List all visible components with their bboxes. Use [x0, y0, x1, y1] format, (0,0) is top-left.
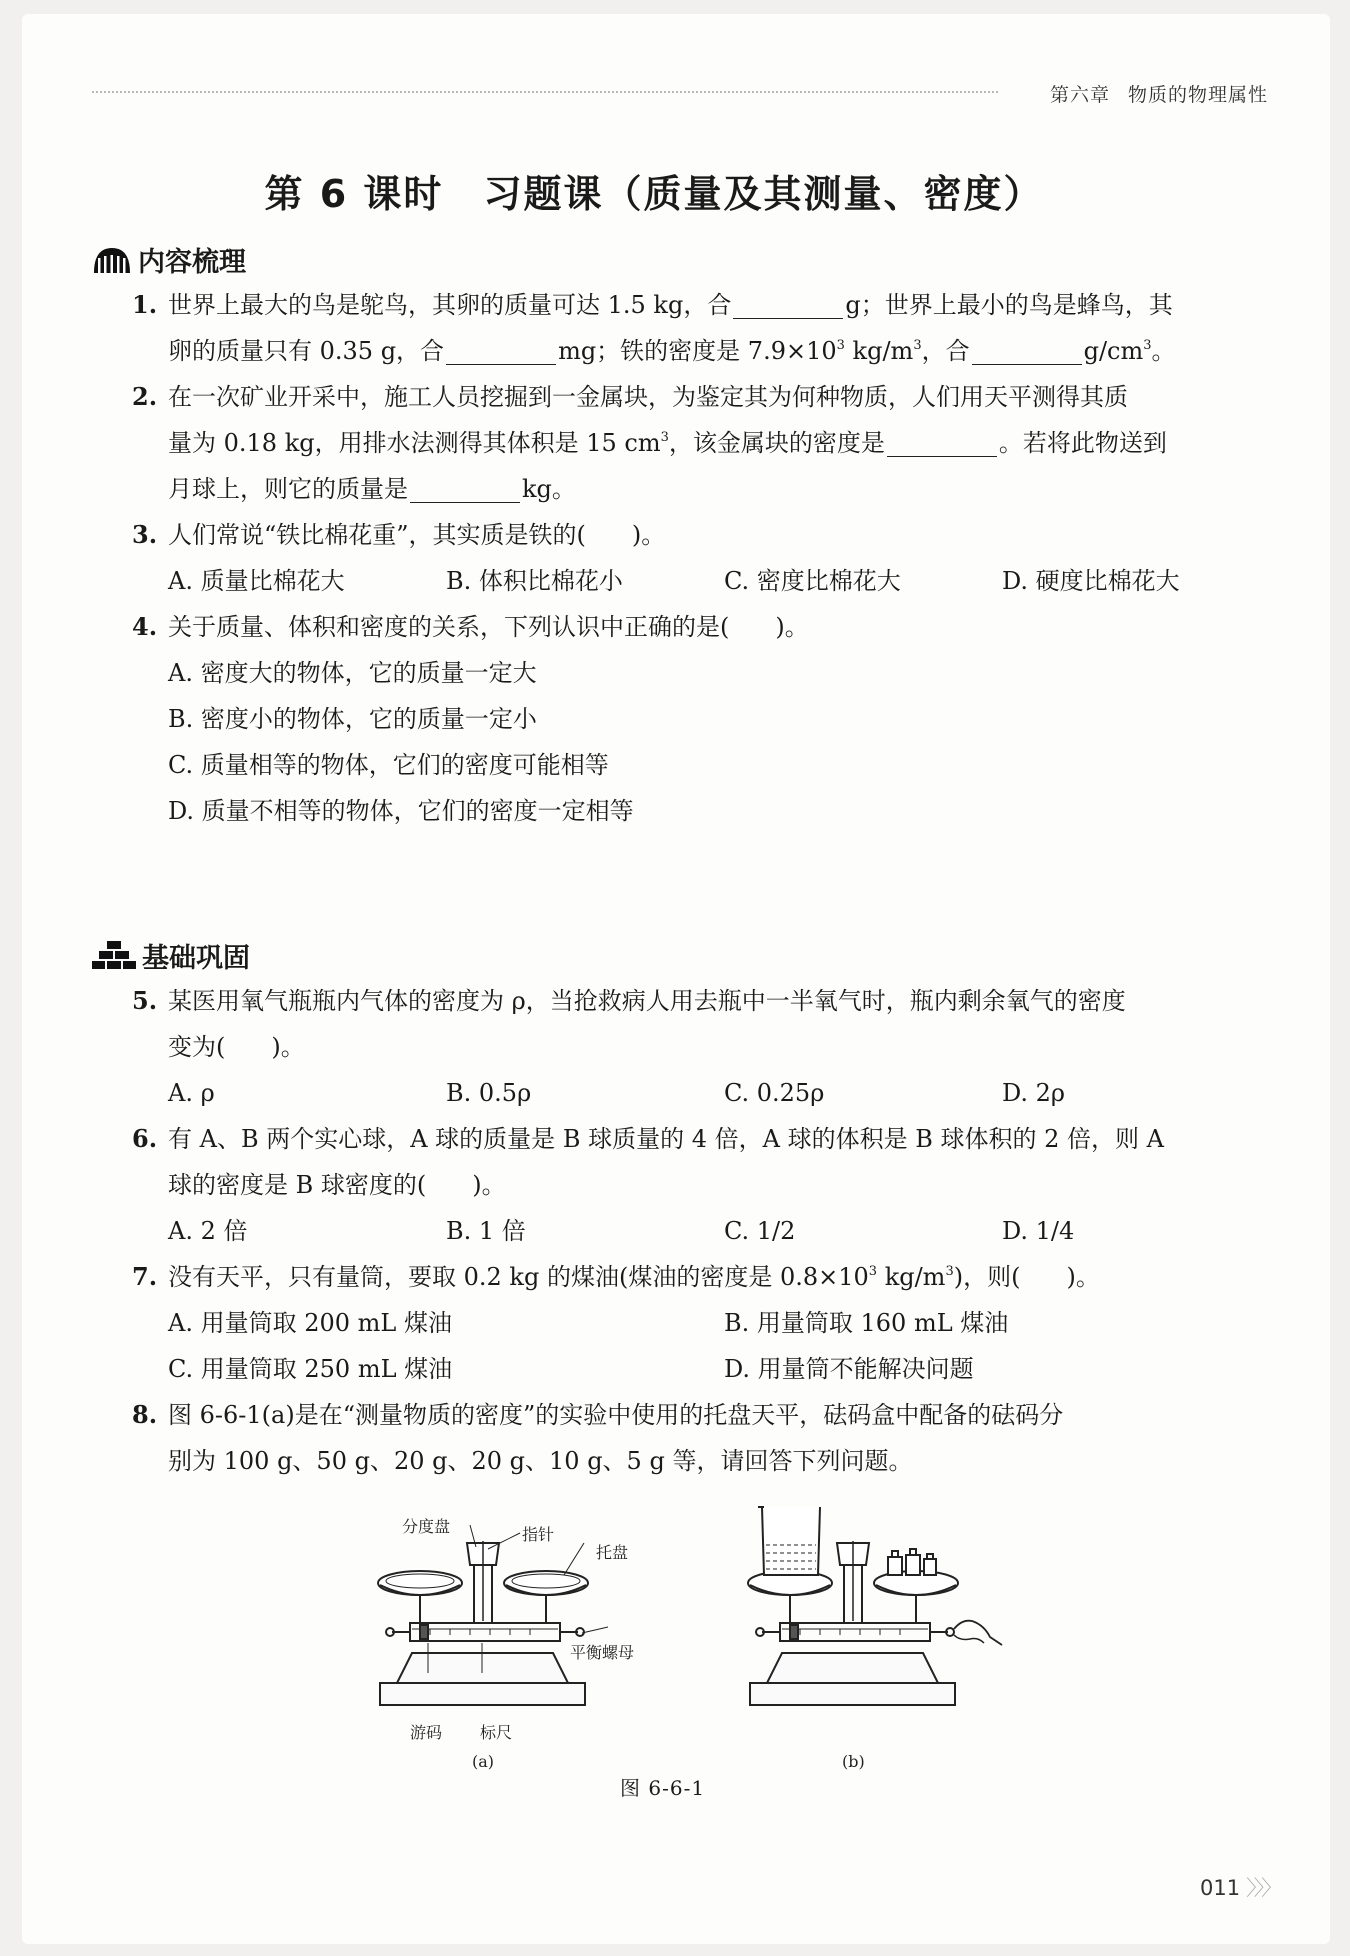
chapter-title: 物质的物理属性	[1127, 84, 1268, 106]
balance-figure	[370, 1505, 1010, 1765]
question-number: 4.	[132, 612, 158, 641]
question-line: 某医用氧气瓶瓶内气体的密度为 ρ，当抢救病人用去瓶中一半氧气时，瓶内剩余氧气的密度	[168, 987, 1126, 1015]
superscript: 3	[836, 338, 845, 353]
answer-blank[interactable]	[410, 474, 520, 503]
question-number: 6.	[132, 1124, 158, 1153]
bricks-icon	[92, 940, 136, 970]
page-number-value: 011	[1200, 1876, 1241, 1900]
question-number: 8.	[132, 1400, 158, 1429]
question-line	[168, 604, 809, 650]
question-line	[168, 512, 1248, 558]
question-line	[168, 1254, 1248, 1300]
option-c[interactable]: C. 0.25ρ	[724, 1079, 825, 1107]
option-c[interactable]: C. 1/2	[724, 1217, 796, 1245]
question-number: 7.	[132, 1262, 158, 1291]
lesson-label: 第 6 课时	[264, 172, 444, 216]
answer-blank[interactable]	[733, 290, 843, 319]
page-title	[0, 163, 1308, 218]
question-6	[132, 1116, 1248, 1254]
superscript: 3	[945, 1264, 954, 1279]
text: g/cm	[1083, 337, 1144, 365]
text: 世界上最大的鸟是鸵鸟，其卵的质量可达 1.5 kg，合	[168, 291, 732, 319]
answer-blank[interactable]	[972, 336, 1082, 365]
question-line	[168, 1162, 1248, 1208]
option-c[interactable]: C. 质量相等的物体，它们的密度可能相等	[168, 751, 609, 779]
superscript: 3	[1143, 338, 1152, 353]
label-dial: 分度盘	[402, 1517, 451, 1536]
question-line	[168, 1024, 1248, 1070]
question-4	[132, 604, 809, 834]
running-head	[1032, 80, 1268, 107]
text: 量为 0.18 kg，用排水法测得其体积是 15 cm	[168, 429, 661, 457]
text: mg；铁的密度是 7.9×10	[558, 337, 837, 365]
options-row	[168, 558, 1248, 604]
label-sub-a: (a)	[472, 1752, 495, 1771]
text: 变为(	[168, 1033, 226, 1061]
question-7	[132, 1254, 1248, 1392]
label-scale: 标尺	[480, 1723, 513, 1742]
option-b[interactable]: B. 体积比棉花小	[446, 567, 623, 595]
option-a[interactable]: A. 2 倍	[168, 1217, 248, 1245]
text: )，则(	[953, 1263, 1021, 1291]
text: ，该金属块的密度是	[668, 429, 885, 457]
text: )。	[271, 1033, 305, 1061]
option-d[interactable]: D. 用量筒不能解决问题	[724, 1355, 974, 1383]
text: )。	[775, 613, 809, 641]
question-line	[168, 466, 1167, 512]
option-c[interactable]: C. 密度比棉花大	[724, 567, 901, 595]
balance-b	[748, 1507, 1002, 1705]
question-number: 1.	[132, 290, 158, 319]
figure-caption: 图 6-6-1	[620, 1776, 706, 1800]
option-b[interactable]: B. 1 倍	[446, 1217, 526, 1245]
chevron-right-icon: 〉〉〉	[1246, 1876, 1280, 1900]
answer-blank[interactable]	[887, 428, 997, 457]
question-number: 2.	[132, 382, 158, 411]
option-d[interactable]: D. 1/4	[1002, 1217, 1075, 1245]
question-2	[132, 374, 1167, 512]
text: )。	[1066, 1263, 1100, 1291]
section-basic-header	[92, 938, 250, 972]
text: 月球上，则它的质量是	[168, 475, 408, 503]
text: 。若将此物送到	[998, 429, 1167, 457]
text: g；世界上最小的鸟是蜂鸟，其	[845, 291, 1173, 319]
question-5	[132, 978, 1248, 1116]
text: kg/m	[844, 337, 914, 365]
superscript: 3	[913, 338, 922, 353]
tent-icon	[92, 244, 132, 274]
text: )。	[631, 521, 666, 549]
question-line	[168, 282, 1176, 328]
option-a[interactable]: A. 用量筒取 200 mL 煤油	[168, 1309, 452, 1337]
balance-a	[378, 1525, 608, 1705]
question-line: 有 A、B 两个实心球，A 球的质量是 B 球质量的 4 倍，A 球的体积是 B 球体积的 2 倍，则 A	[168, 1125, 1164, 1153]
text: ，合	[921, 337, 970, 365]
label-pan: 托盘	[596, 1543, 629, 1562]
options-row	[168, 1208, 1248, 1254]
chapter-number: 第六章	[1049, 84, 1110, 106]
option-a[interactable]: A. 质量比棉花大	[168, 567, 345, 595]
options-row	[168, 1346, 1248, 1392]
superscript: 3	[868, 1264, 878, 1279]
section-basic-title: 基础巩固	[142, 942, 250, 974]
question-3	[132, 512, 1248, 604]
option-c[interactable]: C. 用量筒取 250 mL 煤油	[168, 1355, 453, 1383]
question-line: 在一次矿业开采中，施工人员挖掘到一金属块，为鉴定其为何种物质，人们用天平测得其质	[168, 383, 1128, 411]
option-d[interactable]: D. 质量不相等的物体，它们的密度一定相等	[168, 797, 634, 825]
question-line	[168, 328, 1176, 374]
question-line	[168, 420, 1167, 466]
text: )。	[472, 1171, 506, 1199]
label-balance-nut: 平衡螺母	[570, 1643, 635, 1662]
lesson-topic: 习题课（质量及其测量、密度）	[483, 172, 1044, 216]
option-a[interactable]: A. ρ	[168, 1079, 215, 1107]
text: 关于质量、体积和密度的关系，下列认识中正确的是(	[168, 613, 730, 641]
question-number: 5.	[132, 986, 158, 1015]
label-rider: 游码	[410, 1723, 443, 1742]
option-a[interactable]: A. 密度大的物体，它的质量一定大	[168, 659, 537, 687]
superscript: 3	[660, 430, 669, 445]
question-line: 别为 100 g、50 g、20 g、20 g、10 g、5 g 等，请回答下列问题。	[168, 1447, 913, 1475]
question-line: 图 6-6-1(a)是在“测量物质的密度”的实验中使用的托盘天平，砝码盒中配备的砝码分	[168, 1401, 1064, 1429]
options-row	[168, 1300, 1248, 1346]
section-content-title: 内容梳理	[138, 246, 246, 278]
text: 卵的质量只有 0.35 g，合	[168, 337, 445, 365]
label-sub-b: (b)	[842, 1752, 865, 1771]
option-b[interactable]: B. 用量筒取 160 mL 煤油	[724, 1309, 1009, 1337]
question-1	[132, 282, 1176, 374]
text: 球的密度是 B 球密度的(	[168, 1171, 427, 1199]
label-pointer: 指针	[522, 1525, 555, 1544]
answer-blank[interactable]	[446, 336, 556, 365]
page-number	[1200, 1872, 1279, 1902]
question-number: 3.	[132, 520, 158, 549]
text: 。	[1151, 337, 1176, 365]
header-rule	[92, 91, 998, 93]
text: kg。	[522, 475, 576, 503]
option-b[interactable]: B. 0.5ρ	[446, 1079, 532, 1107]
text: kg/m	[877, 1263, 946, 1291]
text: 人们常说“铁比棉花重”，其实质是铁的(	[168, 521, 586, 549]
text: 没有天平，只有量筒，要取 0.2 kg 的煤油(煤油的密度是 0.8×10	[168, 1263, 869, 1291]
section-content-header	[92, 242, 246, 276]
option-d[interactable]: D. 硬度比棉花大	[1002, 567, 1180, 595]
option-b[interactable]: B. 密度小的物体，它的质量一定小	[168, 705, 537, 733]
question-8	[132, 1392, 1064, 1484]
option-d[interactable]: D. 2ρ	[1002, 1079, 1066, 1107]
options-row	[168, 1070, 1248, 1116]
